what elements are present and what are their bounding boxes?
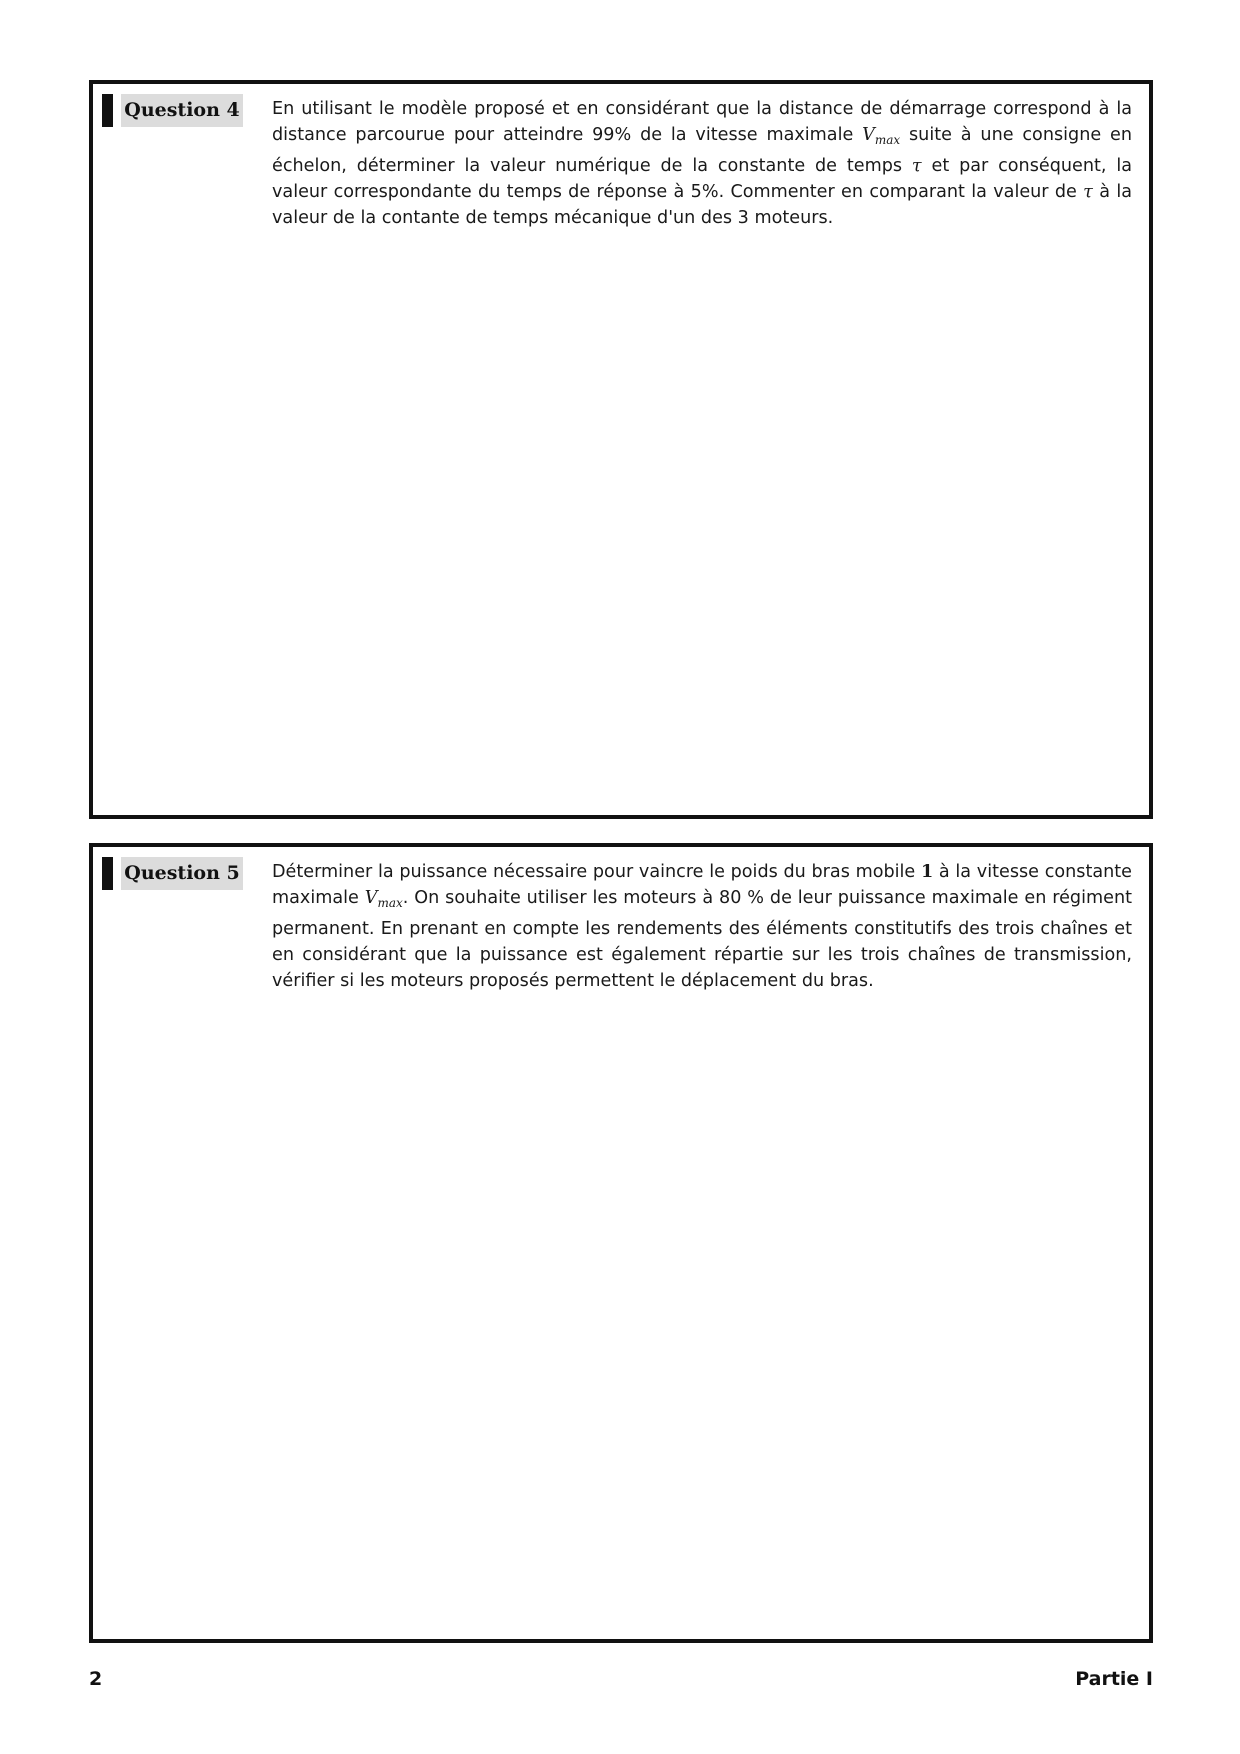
part-label: Partie I [1075, 1668, 1153, 1690]
text-segment: En utilisant le modèle proposé et en considérant que la distance de démarrage correspond à la distance parcourue pour atteindre 99% de la vitesse maximale [272, 99, 1132, 145]
text-segment: . On souhaite utiliser les moteurs à 80 % de leur puissance maximale en régiment permanent. En prenant en compte les rendements des éléments constitutifs des trois chaînes et en considérant que la puissance est également répartie sur les trois chaînes de transmission, vérifier si les moteurs proposés permettent le déplacement du bras. [272, 888, 1132, 991]
question-label: Question 5 [121, 857, 243, 890]
page-number: 2 [89, 1668, 103, 1690]
question-marker-bar [102, 857, 113, 890]
question-label: Question 4 [121, 94, 243, 127]
question-4-box [89, 80, 1153, 819]
vmax-symbol [862, 125, 900, 145]
question-text [272, 96, 1132, 231]
tau-symbol: τ [1083, 182, 1093, 202]
vmax-main: V [364, 888, 378, 908]
vmax-symbol [365, 888, 403, 908]
text-segment: Déterminer la puissance nécessaire pour vaincre le poids du bras mobile [272, 862, 921, 882]
text-segment: suite à une consigne en échelon, déterminer la valeur numérique de la constante de temps [272, 125, 1132, 176]
vmax-subscript: max [377, 896, 403, 910]
tau-symbol: τ [911, 156, 922, 176]
vmax-subscript: max [874, 133, 901, 147]
text-segment: à la valeur de la contante de temps mécanique d'un des 3 moteurs. [272, 182, 1132, 228]
text-segment: et par conséquent, la valeur correspondante du temps de réponse à 5%. Commenter en comparant la valeur de [272, 156, 1133, 202]
question-5-box [89, 843, 1153, 1643]
question-marker-bar [102, 94, 113, 127]
arm-number: 1 [920, 861, 934, 882]
vmax-main: V [862, 125, 875, 145]
text-segment: à la vitesse constante maximale [272, 862, 1133, 908]
question-text [272, 859, 1132, 994]
